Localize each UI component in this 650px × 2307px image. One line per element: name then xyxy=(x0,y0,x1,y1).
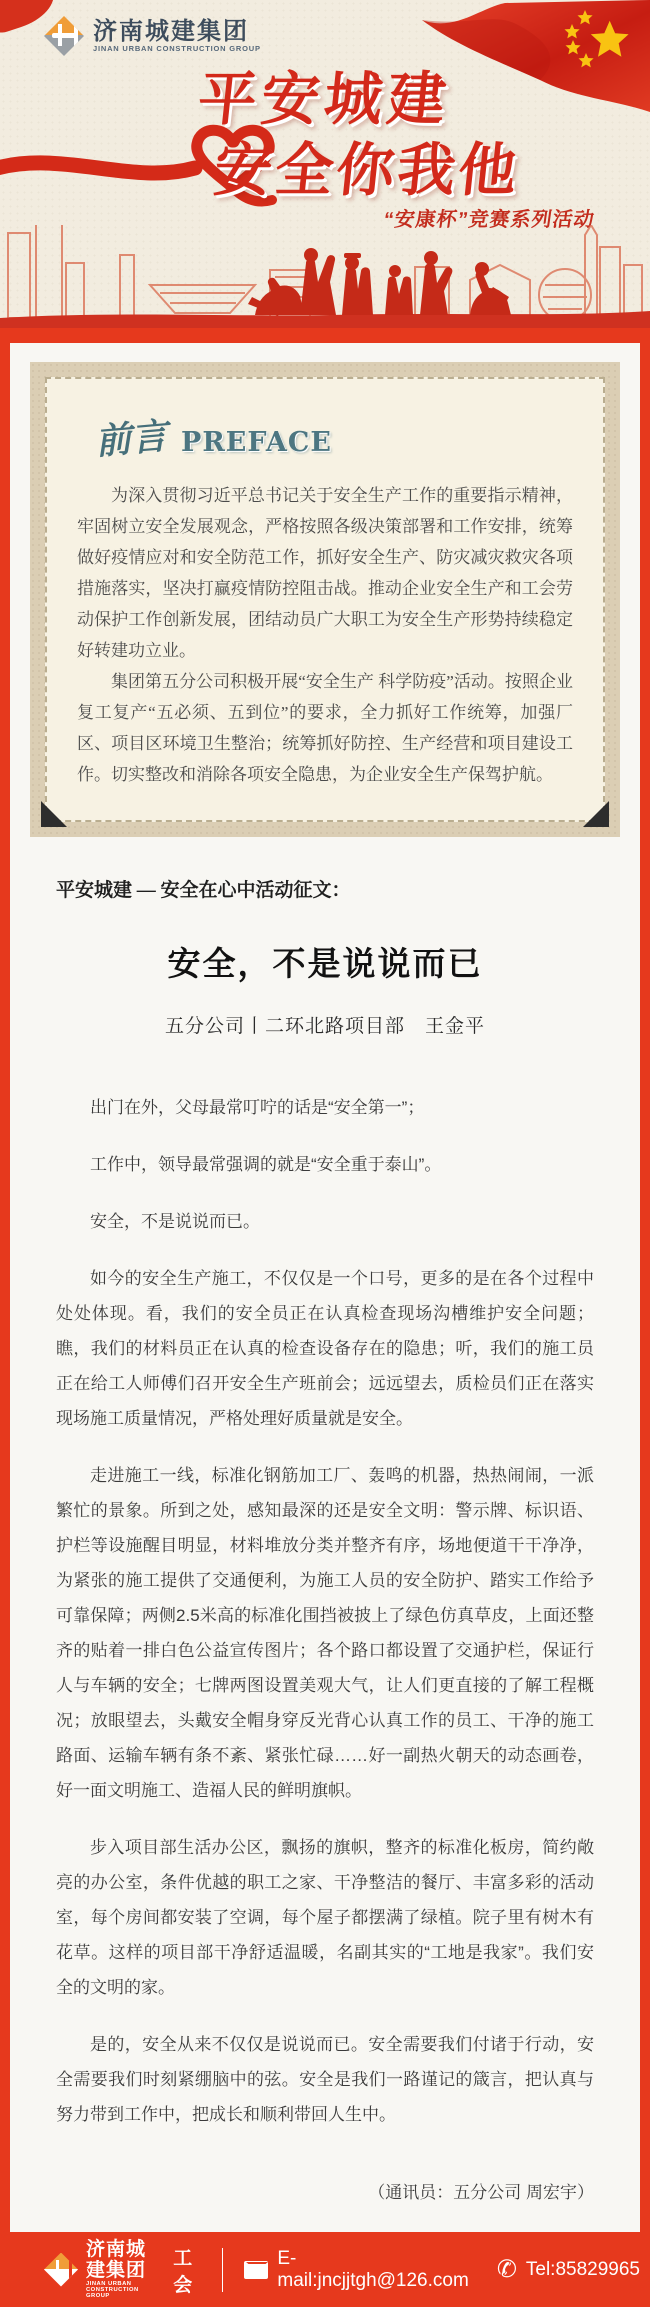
preface-panel xyxy=(30,362,620,837)
envelope-icon xyxy=(244,2261,268,2279)
article-signature: （通讯员：五分公司 周宏宇） xyxy=(368,2183,594,2202)
company-logo-name: 济南城建集团 xyxy=(93,17,249,45)
article-byline: 五分公司丨二环北路项目部 王金平 xyxy=(164,1016,485,1037)
page-body xyxy=(0,328,650,2307)
footer xyxy=(10,2232,640,2307)
paragraph: 集团第五分公司积极开展“安全生产 科学防疫”活动。按照企业复工复产“五必须、五到位”的要求，全力抓好工作统筹，加强厂区、项目区环境卫生整治；统筹抓好防控、生产经营和项目建设工作。切实整改和消除各项安全隐患，为企业安全生产保驾护航。 xyxy=(77,672,573,784)
footer-logo-name: 济南城建集团 xyxy=(86,2238,147,2281)
footer-email[interactable] xyxy=(244,2248,470,2292)
paragraph: 如今的安全生产施工，不仅仅是一个口号，更多的是在各个过程中处处体现。看，我们的安全员正在认真检查现场沟槽维护安全问题；瞧，我们的材料员正在认真的检查设备存在的隐患；听，我们的施工员正在给工人师傅们召开安全生产班前会；远远望去，质检员们正在落实现场施工质量情况，严格处理好质量就是安全。 xyxy=(56,1269,594,1428)
footer-logo-name-en: JINAN URBAN CONSTRUCTION GROUP xyxy=(86,2281,139,2300)
company-logo-icon xyxy=(44,16,84,56)
footer-divider xyxy=(222,2248,223,2292)
photo-corner-icon xyxy=(41,801,67,827)
paragraph: 步入项目部生活办公区，飘扬的旗帜，整齐的标准化板房，简约敞亮的办公室，条件优越的职工之家、干净整洁的餐厅、丰富多彩的活动室，每个房间都安装了空调，每个屋子都摆满了绿植。院子里有树木有花草。这样的项目部干净舒适温暖，名副其实的“工地是我家”。我们安全的文明的家。 xyxy=(56,1838,594,1997)
city-skyline-workers-illustration xyxy=(0,225,650,328)
footer-logo-icon xyxy=(44,2253,78,2287)
paragraph: 走进施工一线，标准化钢筋加工厂、轰鸣的机器，热热闹闹，一派繁忙的景象。所到之处，感知最深的还是安全文明：警示牌、标识语、护栏等设施醒目明显，材料堆放分类并整齐有序，场地便道干干净净，为紧张的施工提供了交通便利，为施工人员的安全防护、踏实工作给予可靠保障；两侧2.5米高的标准化围挡被披上了绿色仿真草皮，上面还整齐的贴着一排白色公益宣传图片；各个路口都设置了交通护栏，保证行人与车辆的安全；七牌两图设置美观大气，让人们更直接的了解工程概况；放眼望去，头戴安全帽身穿反光背心认真工作的员工、干净的施工路面、运输车辆有条不紊、紧张忙碌……好一副热火朝天的动态画卷，好一面文明施工、造福人民的鲜明旗帜。 xyxy=(56,1466,594,1800)
preface-box xyxy=(45,377,605,822)
banner xyxy=(0,0,650,328)
photo-corner-icon xyxy=(583,801,609,827)
article-body xyxy=(56,1090,594,2132)
banner-title-line2: 安全你我他 xyxy=(211,138,523,203)
company-logo-name-en: JINAN URBAN CONSTRUCTION GROUP xyxy=(93,44,261,54)
preface-title-en: PREFACE xyxy=(181,427,332,458)
article-tagline: 平安城建 — 安全在心中活动征文： xyxy=(56,880,351,901)
footer-email-text[interactable]: E-mail:jncjjtgh@126.com xyxy=(277,2247,469,2291)
paragraph: 为深入贯彻习近平总书记关于安全生产工作的重要指示精神，牢固树立安全发展观念，严格按照各级决策部署和工作安排，统筹做好疫情应对和安全防范工作，抓好安全生产、防灾减灾救灾各项措施落实，坚决打赢疫情防控阻击战。推动企业安全生产和工会劳动保护工作创新发展，团结动员广大职工为安全生产形势持续稳定好转建功立业。 xyxy=(77,486,573,660)
paragraph: 出门在外，父母最常叮咛的话是“安全第一”； xyxy=(90,1098,425,1117)
paragraph: 工作中，领导最常强调的就是“安全重于泰山”。 xyxy=(90,1155,442,1174)
preface-title-cn: 前言 xyxy=(93,414,169,464)
paragraph: 是的，安全从来不仅仅是说说而已。安全需要我们付诸于行动，安全需要我们时刻紧绷脑中的弦。安全是我们一路谨记的箴言，把认真与努力带到工作中，把成长和顺利带回人生中。 xyxy=(56,2035,594,2124)
banner-title-line1: 平安城建 xyxy=(194,67,454,132)
paragraph: 安全，不是说说而已。 xyxy=(90,1212,260,1231)
footer-union-label: 工会 xyxy=(173,2247,193,2296)
footer-tel[interactable] xyxy=(497,2259,640,2281)
footer-logo xyxy=(44,2240,161,2300)
preface-paragraphs xyxy=(77,480,573,790)
content-card xyxy=(10,343,640,2232)
phone-icon xyxy=(497,2260,517,2280)
company-logo xyxy=(44,16,261,56)
banner-subtitle: “安康杯”竞赛系列活动 xyxy=(382,209,597,231)
article-title: 安全，不是说说而已 xyxy=(167,947,483,983)
footer-tel-text[interactable]: Tel:85829965 xyxy=(525,2258,640,2280)
